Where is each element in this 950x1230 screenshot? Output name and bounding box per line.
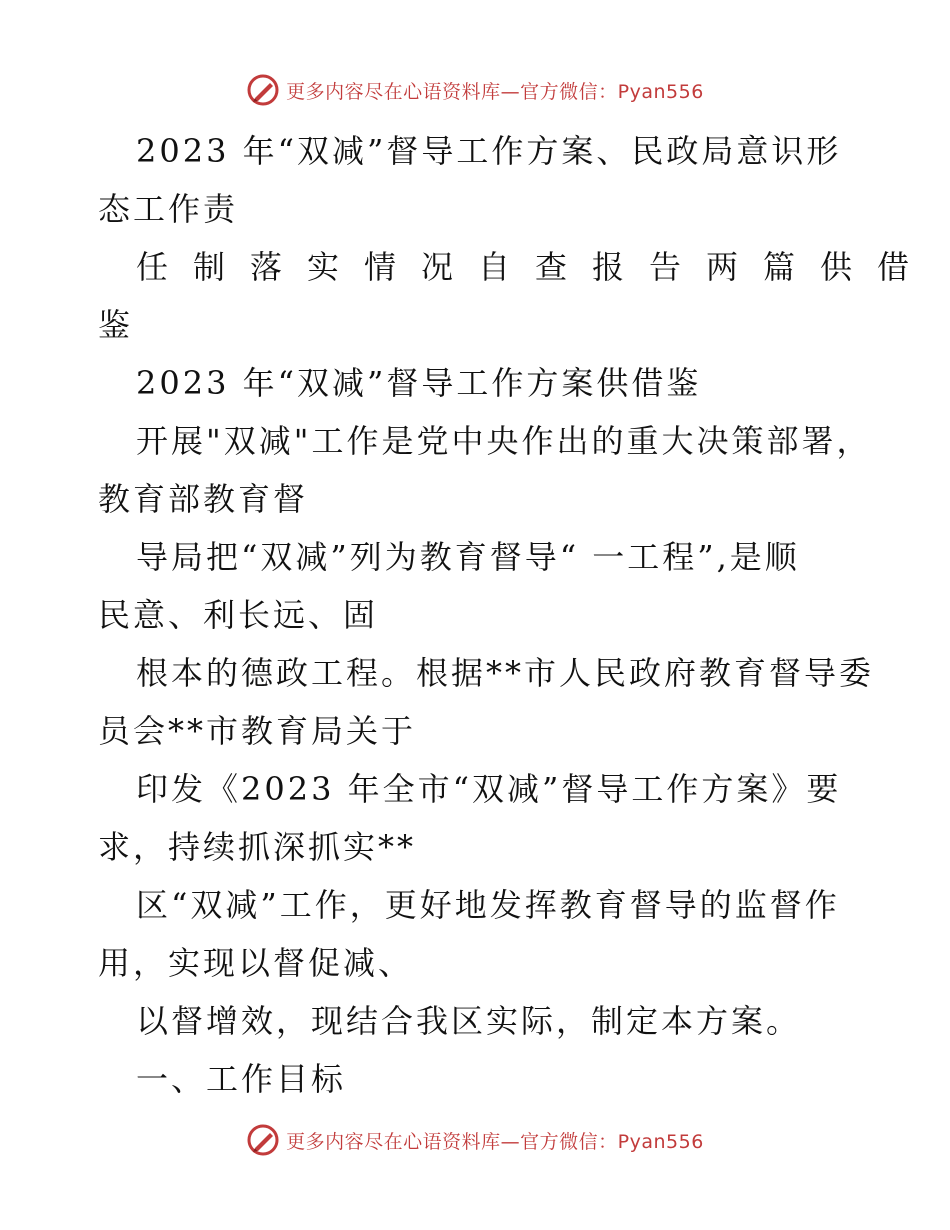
header-banner-text: 更多内容尽在心语资料库—官方微信：Pyan556 <box>286 80 704 103</box>
doc-line: 用，实现以督促减、 <box>98 944 414 982</box>
pen-logo-icon <box>246 73 280 107</box>
doc-line: 2023 年“双减”督导工作方案、民政局意识形 <box>136 132 842 170</box>
doc-line: 鉴 <box>98 306 134 344</box>
doc-line: 员会**市教育局关于 <box>98 712 417 750</box>
doc-line: 印发《2023 年全市“双减”督导工作方案》要 <box>136 770 842 808</box>
doc-line: 开展"双减"工作是党中央作出的重大决策部署， <box>136 422 872 460</box>
doc-line: 任制落实情况自查报告两篇供借 <box>136 248 935 286</box>
doc-line: 导局把“双减”列为教育督导“ 一工程”,是顺 <box>136 538 800 576</box>
doc-line: 教育部教育督 <box>98 480 309 518</box>
header-banner <box>0 70 950 110</box>
document-body <box>98 122 935 1108</box>
footer-banner <box>0 1120 950 1160</box>
doc-line: 2023 年“双减”督导工作方案供借鉴 <box>136 364 702 402</box>
doc-line: 求，持续抓深抓实** <box>98 828 417 866</box>
pen-logo-icon <box>246 1123 280 1157</box>
doc-line: 以督增效，现结合我区实际，制定本方案。 <box>136 1002 802 1040</box>
doc-line: 一、工作目标 <box>136 1060 347 1098</box>
doc-line: 区“双减”工作，更好地发挥教育督导的监督作 <box>136 886 840 924</box>
doc-line: 民意、利长远、固 <box>98 596 379 634</box>
footer-banner-text: 更多内容尽在心语资料库—官方微信：Pyan556 <box>286 1130 704 1153</box>
doc-line: 态工作责 <box>98 190 239 228</box>
doc-line: 根本的德政工程。根据**市人民政府教育督导委 <box>136 654 875 692</box>
